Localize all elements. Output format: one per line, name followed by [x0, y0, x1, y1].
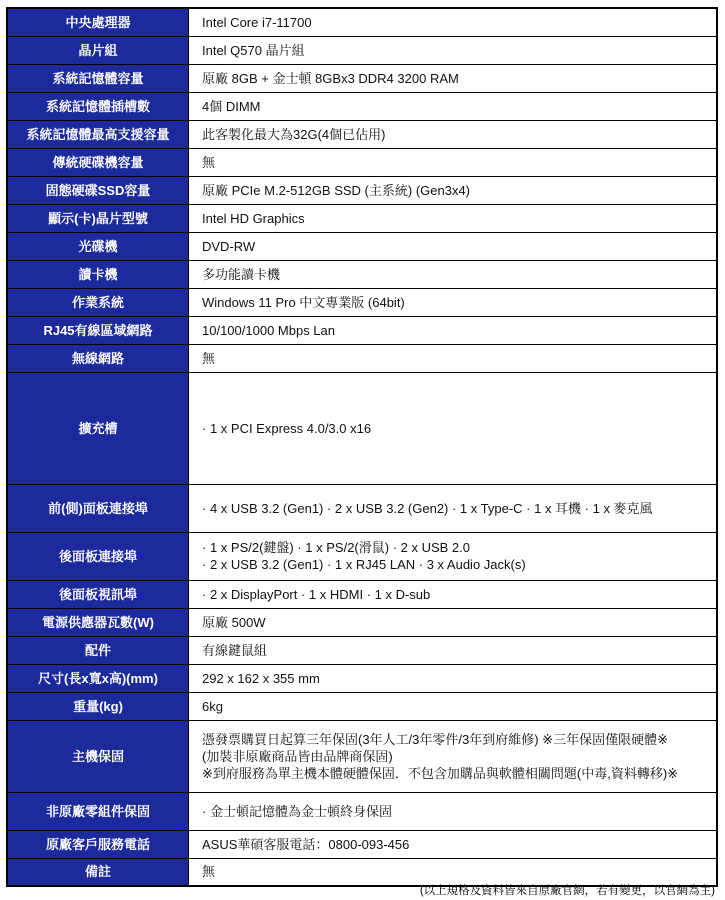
spec-row	[7, 580, 717, 608]
spec-value	[189, 260, 718, 288]
spec-label: 系統記憶體最高支援容量	[7, 120, 189, 148]
spec-label: 後面板連接埠	[7, 532, 189, 580]
spec-row	[7, 176, 717, 204]
spec-label: 主機保固	[7, 720, 189, 792]
spec-label: 原廠客戶服務電話	[7, 830, 189, 858]
spec-value-line: 6kg	[202, 698, 223, 714]
spec-label: 顯示(卡)晶片型號	[7, 204, 189, 232]
spec-value	[189, 148, 718, 176]
spec-label: 作業系統	[7, 288, 189, 316]
spec-value-line: 292 x 162 x 355 mm	[202, 670, 320, 686]
spec-label: 固態硬碟SSD容量	[7, 176, 189, 204]
spec-value-line: Intel Q570 晶片組	[202, 42, 305, 58]
spec-value	[189, 232, 718, 260]
spec-label: 後面板視訊埠	[7, 580, 189, 608]
spec-value-line: (加裝非原廠商品皆由品牌商保固)	[202, 748, 393, 764]
spec-value-line: 原廠 PCIe M.2-512GB SSD (主系統) (Gen3x4)	[202, 182, 471, 198]
spec-row	[7, 792, 717, 830]
spec-value-line: 有線鍵鼠組	[202, 642, 268, 658]
spec-label: 中央處理器	[7, 8, 189, 36]
spec-label: 晶片組	[7, 36, 189, 64]
spec-label: 前(側)面板連接埠	[7, 484, 189, 532]
spec-value-line: 無	[202, 154, 216, 170]
spec-row	[7, 372, 717, 484]
spec-value	[189, 692, 718, 720]
spec-value-line: 無	[202, 350, 216, 366]
spec-row	[7, 120, 717, 148]
spec-value	[189, 484, 718, 532]
spec-value	[189, 316, 718, 344]
spec-value-line: 原廠 8GB + 金士頓 8GBx3 DDR4 3200 RAM	[202, 70, 459, 86]
footnote: (以上規格及資料皆來自原廠官網，若有變更，以官網為主)	[419, 885, 715, 897]
spec-row	[7, 344, 717, 372]
spec-row	[7, 636, 717, 664]
spec-value-line: Intel Core i7-11700	[202, 14, 312, 30]
spec-label: 擴充槽	[7, 372, 189, 484]
spec-row	[7, 204, 717, 232]
spec-value	[189, 792, 718, 830]
spec-label: 系統記憶體插槽數	[7, 92, 189, 120]
spec-value-line: 憑發票購買日起算三年保固(3年人工/3年零件/3年到府維修) ※三年保固僅限硬體※	[202, 731, 668, 747]
spec-row	[7, 830, 717, 858]
spec-value	[189, 720, 718, 792]
spec-label: 尺寸(長x寬x高)(mm)	[7, 664, 189, 692]
spec-value	[189, 664, 718, 692]
spec-value-line: ASUS華碩客服電話：0800-093-456	[202, 836, 410, 852]
spec-value-line: Intel HD Graphics	[202, 210, 305, 226]
spec-row	[7, 260, 717, 288]
spec-value	[189, 288, 718, 316]
spec-value	[189, 372, 718, 484]
spec-value	[189, 36, 718, 64]
spec-row	[7, 64, 717, 92]
spec-row	[7, 316, 717, 344]
spec-row	[7, 720, 717, 792]
spec-value	[189, 608, 718, 636]
spec-value	[189, 120, 718, 148]
spec-label: 配件	[7, 636, 189, 664]
spec-row	[7, 484, 717, 532]
spec-label: 光碟機	[7, 232, 189, 260]
spec-value	[189, 636, 718, 664]
spec-value-line: · 2 x USB 3.2 (Gen1) · 1 x RJ45 LAN · 3 x Audio Jack(s)	[202, 557, 526, 572]
spec-value	[189, 204, 718, 232]
spec-value	[189, 580, 718, 608]
spec-label: 讀卡機	[7, 260, 189, 288]
spec-label: 無線網路	[7, 344, 189, 372]
spec-row	[7, 8, 717, 36]
spec-label: 傳統硬碟機容量	[7, 148, 189, 176]
spec-value	[189, 532, 718, 580]
spec-row	[7, 92, 717, 120]
spec-row	[7, 36, 717, 64]
spec-value-line: 10/100/1000 Mbps Lan	[202, 322, 335, 338]
spec-value	[189, 64, 718, 92]
spec-row	[7, 232, 717, 260]
spec-row	[7, 608, 717, 636]
spec-label: 備註	[7, 858, 189, 886]
spec-row	[7, 532, 717, 580]
spec-row	[7, 148, 717, 176]
spec-value-line: 無	[202, 864, 216, 880]
spec-label: RJ45有線區域網路	[7, 316, 189, 344]
spec-label: 電源供應器瓦數(W)	[7, 608, 189, 636]
spec-label: 系統記憶體容量	[7, 64, 189, 92]
spec-value-line: · 1 x PCI Express 4.0/3.0 x16	[202, 420, 372, 436]
spec-value-line: 原廠 500W	[202, 614, 266, 630]
spec-value-line: · 2 x DisplayPort · 1 x HDMI · 1 x D-sub	[202, 586, 431, 602]
spec-value-line: 4個 DIMM	[202, 98, 261, 114]
spec-row	[7, 664, 717, 692]
spec-value-line: · 4 x USB 3.2 (Gen1) · 2 x USB 3.2 (Gen2) · 1 x Type-C · 1 x 耳機 · 1 x 麥克風	[202, 500, 653, 516]
spec-value-line: Windows 11 Pro 中文專業版 (64bit)	[202, 294, 405, 310]
spec-table	[6, 7, 718, 887]
spec-label: 非原廠零組件保固	[7, 792, 189, 830]
spec-value-line: 此客製化最大為32G(4個已佔用)	[202, 126, 386, 142]
spec-value-line: · 1 x PS/2(鍵盤) · 1 x PS/2(滑鼠) · 2 x USB 2.0	[202, 540, 471, 555]
spec-label: 重量(kg)	[7, 692, 189, 720]
spec-value	[189, 176, 718, 204]
spec-value-line: · 金士頓記憶體為金士頓終身保固	[202, 803, 392, 819]
spec-value-line: ※到府服務為單主機本體硬體保固．不包含加購品與軟體相關問題(中毒,資料轉移)※	[202, 765, 679, 781]
spec-value	[189, 92, 718, 120]
spec-row	[7, 288, 717, 316]
spec-value-line: 多功能讀卡機	[202, 266, 281, 282]
spec-value	[189, 830, 718, 858]
spec-value	[189, 8, 718, 36]
spec-row	[7, 692, 717, 720]
spec-value	[189, 344, 718, 372]
spec-value-line: DVD-RW	[202, 238, 256, 254]
